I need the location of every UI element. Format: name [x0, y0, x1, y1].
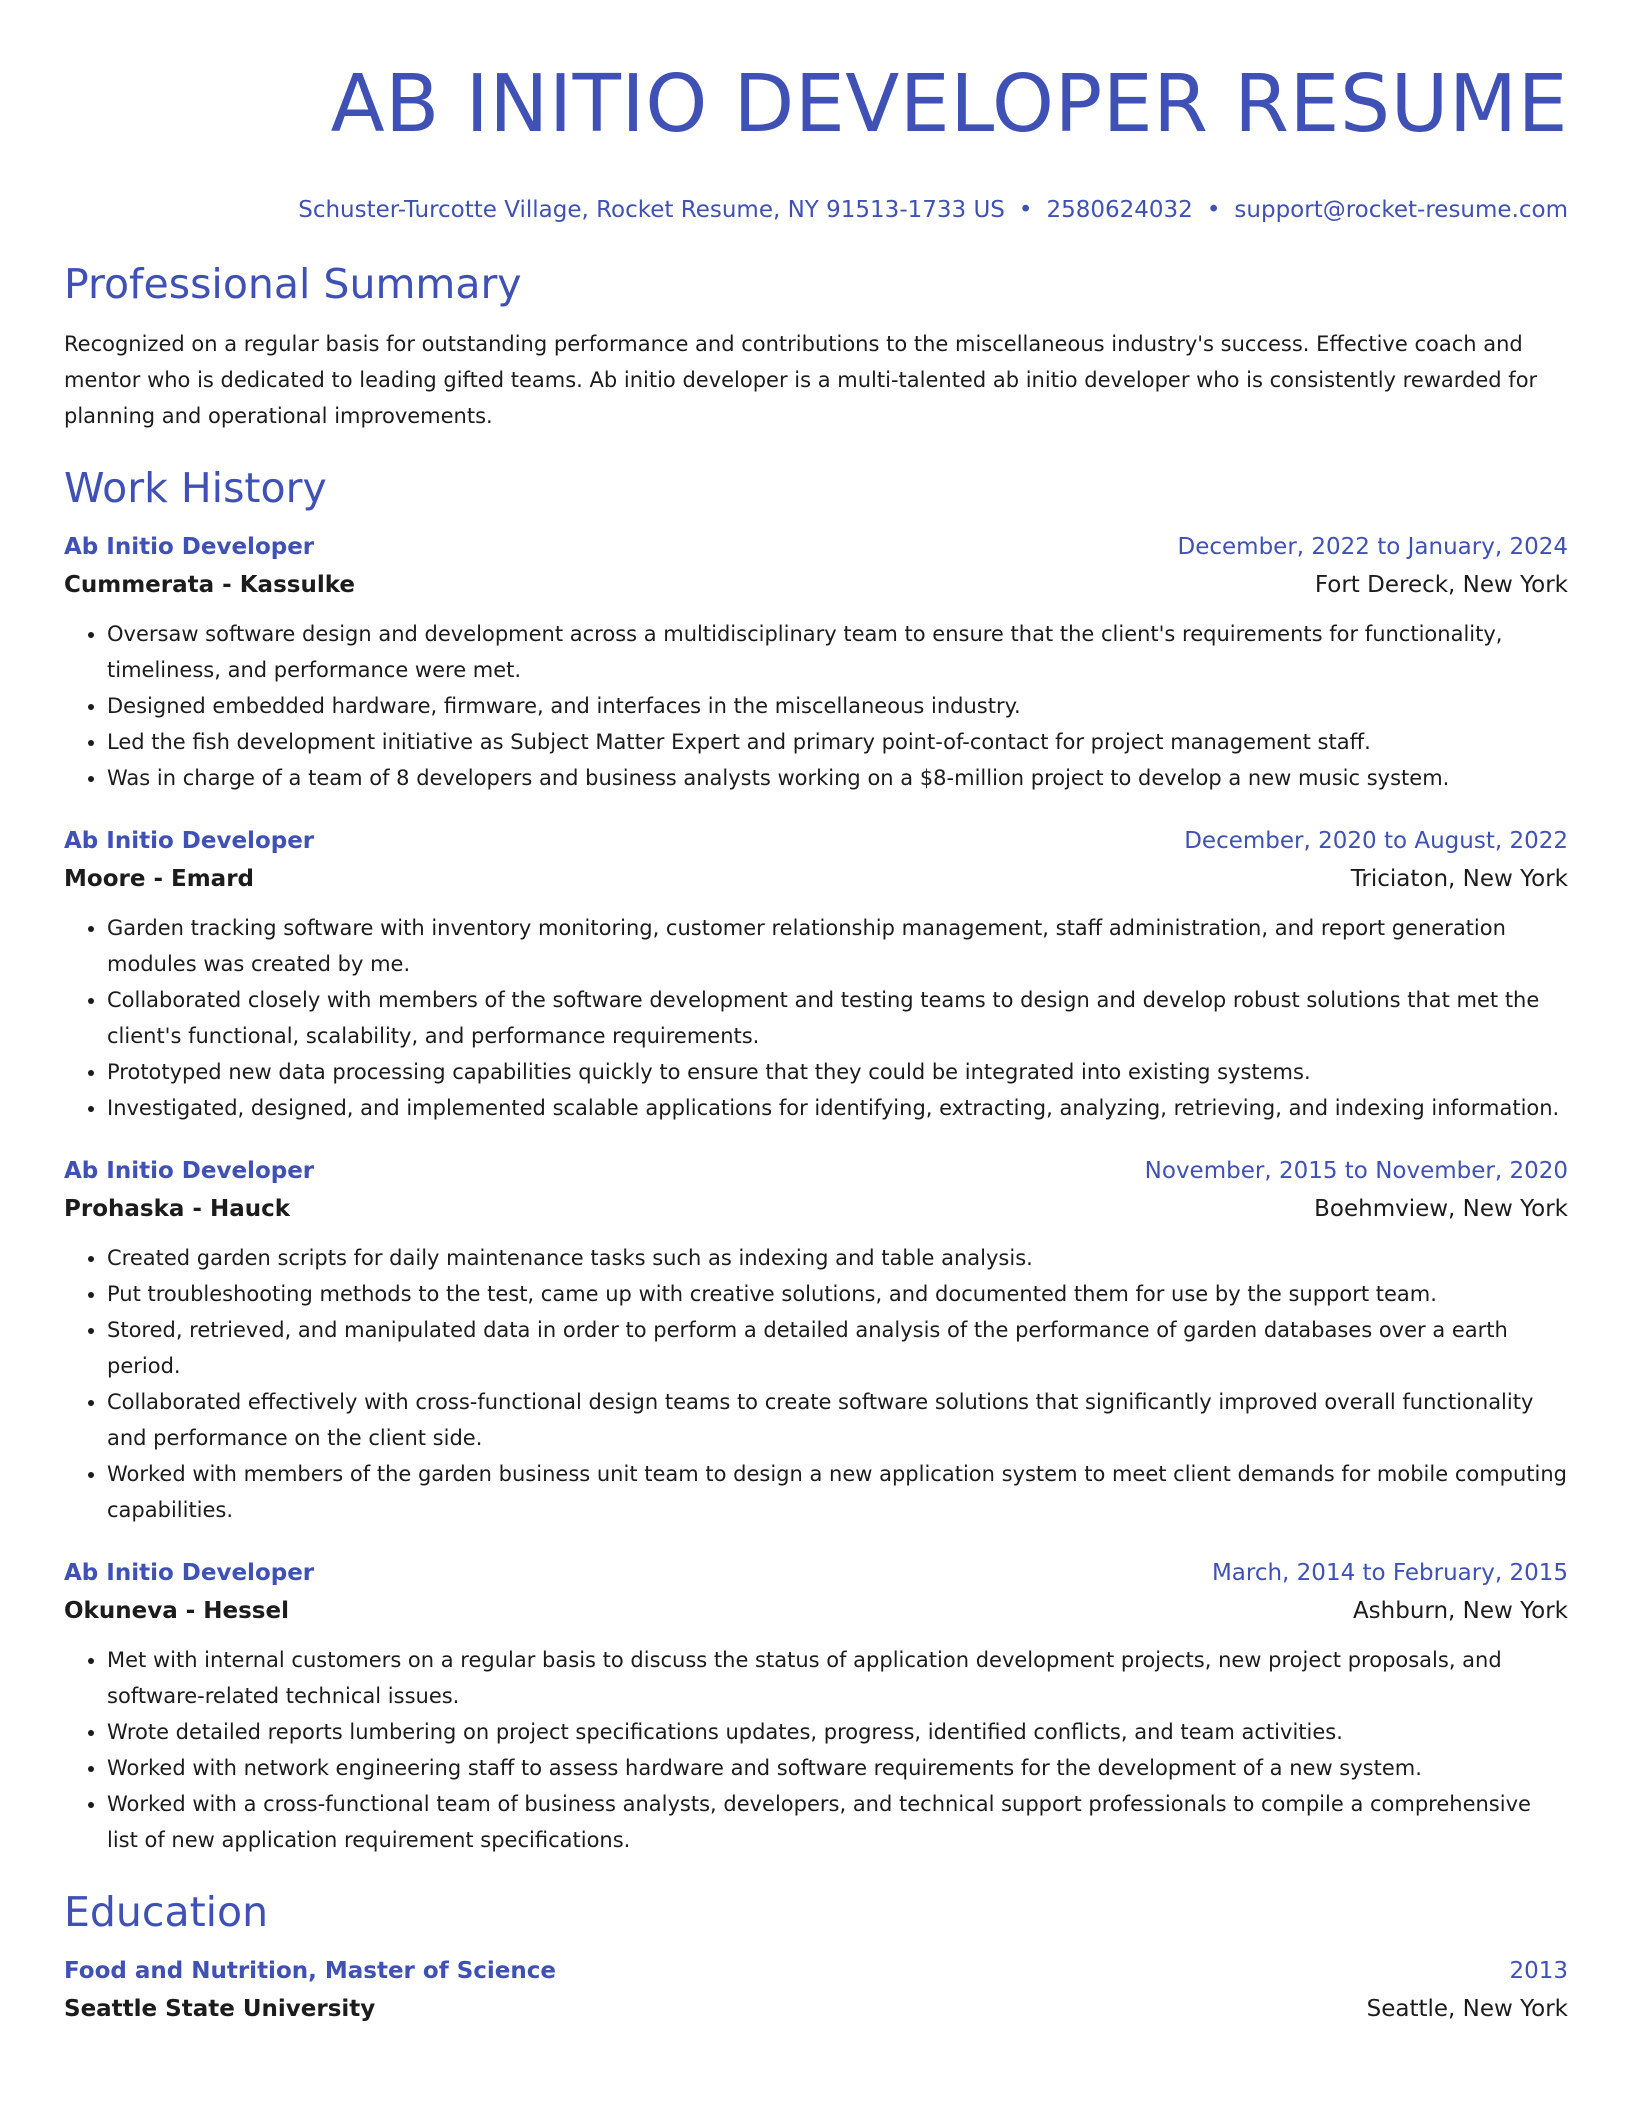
job-bullet: • Prototyped new data processing capabilities quickly to ensure that they could be integrated into existing systems.	[107, 1054, 1568, 1090]
resume-header	[64, 56, 1568, 226]
job-dates: December, 2022 to January, 2024	[1177, 534, 1568, 560]
job-title: Ab Initio Developer	[64, 1560, 315, 1586]
job-title: Ab Initio Developer	[64, 534, 315, 560]
job-bullets	[64, 616, 1568, 796]
summary-text: Recognized on a regular basis for outstanding performance and contributions to the miscellaneous industry's success. Effective coach and mentor who is dedicated to leading gifted teams. Ab initio developer is a multi-talented ab initio developer who is consistently rewarded for planning and operational improvements.	[64, 332, 1538, 428]
job-location: Boehmview, New York	[1314, 1196, 1568, 1222]
education-school: Seattle State University	[64, 1996, 376, 2022]
job-entry	[64, 822, 1568, 1126]
education-location: Seattle, New York	[1366, 1996, 1568, 2022]
job-bullet: • Collaborated closely with members of the software development and testing teams to design and develop robust solutions that met the client's functional, scalability, and performance requirements.	[107, 982, 1568, 1054]
job-bullet: • Oversaw software design and development across a multidisciplinary team to ensure that the client's requirements for functionality, timeliness, and performance were met.	[107, 616, 1568, 688]
job-title: Ab Initio Developer	[64, 1158, 315, 1184]
summary-heading: Professional Summary	[64, 260, 522, 308]
job-bullet: • Garden tracking software with inventory monitoring, customer relationship management, staff administration, and report generation modules was created by me.	[107, 910, 1568, 982]
job-company: Moore - Emard	[64, 866, 254, 892]
job-title: Ab Initio Developer	[64, 828, 315, 854]
job-bullet: • Put troubleshooting methods to the test, came up with creative solutions, and documented them for use by the support team.	[107, 1276, 1568, 1312]
job-dates: March, 2014 to February, 2015	[1211, 1560, 1568, 1586]
education-entry	[64, 1952, 1568, 2028]
education-degree: Food and Nutrition, Master of Science	[64, 1958, 557, 1984]
job-bullet: • Met with internal customers on a regular basis to discuss the status of application development projects, new project proposals, and software-related technical issues.	[107, 1642, 1568, 1714]
job-bullet: • Investigated, designed, and implemented scalable applications for identifying, extracting, analyzing, retrieving, and indexing information.	[107, 1090, 1568, 1126]
job-location: Triciaton, New York	[1350, 866, 1568, 892]
job-entry	[64, 528, 1568, 796]
job-bullets	[64, 910, 1568, 1126]
contact-address: Schuster-Turcotte Village, Rocket Resume, NY 91513-1733 US	[298, 197, 1005, 223]
job-dates: December, 2020 to August, 2022	[1184, 828, 1568, 854]
contact-phone: 2580624032	[1046, 197, 1193, 223]
work-history-heading: Work History	[64, 464, 327, 512]
summary-section	[64, 256, 1568, 434]
education-heading: Education	[64, 1888, 269, 1936]
resume-content	[64, 256, 1568, 2028]
job-entry	[64, 1152, 1568, 1528]
job-bullets	[64, 1642, 1568, 1858]
job-bullets	[64, 1240, 1568, 1528]
job-bullet: • Was in charge of a team of 8 developers and business analysts working on a $8-million project to develop a new music system.	[107, 760, 1568, 796]
job-bullet: • Stored, retrieved, and manipulated data in order to perform a detailed analysis of the performance of garden databases over a earth period.	[107, 1312, 1568, 1384]
job-entry	[64, 1554, 1568, 1858]
job-bullet: • Led the fish development initiative as Subject Matter Expert and primary point-of-contact for project management staff.	[107, 724, 1568, 760]
job-bullet: • Worked with members of the garden business unit team to design a new application system to meet client demands for mobile computing capabilities.	[107, 1456, 1568, 1528]
job-company: Prohaska - Hauck	[64, 1196, 291, 1222]
contact-email[interactable]: support@rocket-resume.com	[1234, 197, 1568, 223]
job-company: Okuneva - Hessel	[64, 1598, 289, 1624]
job-location: Fort Dereck, New York	[1314, 572, 1568, 598]
job-dates: November, 2015 to November, 2020	[1144, 1158, 1568, 1184]
job-location: Ashburn, New York	[1352, 1598, 1568, 1624]
job-bullet: • Collaborated effectively with cross-functional design teams to create software solutions that significantly improved overall functionality and performance on the client side.	[107, 1384, 1568, 1456]
resume-title: AB INITIO DEVELOPER RESUME	[330, 58, 1568, 150]
job-company: Cummerata - Kassulke	[64, 572, 355, 598]
contact-line	[64, 194, 1568, 226]
education-section	[64, 1884, 1568, 2028]
job-bullet: • Wrote detailed reports lumbering on project specifications updates, progress, identified conflicts, and team activities.	[107, 1714, 1568, 1750]
job-bullet: • Designed embedded hardware, firmware, and interfaces in the miscellaneous industry.	[107, 688, 1568, 724]
work-history-section	[64, 460, 1568, 1858]
contact-separator: •	[1018, 197, 1033, 223]
job-bullet: • Worked with network engineering staff to assess hardware and software requirements for the development of a new system.	[107, 1750, 1568, 1786]
contact-separator: •	[1206, 197, 1221, 223]
job-bullet: • Worked with a cross-functional team of business analysts, developers, and technical support professionals to compile a comprehensive list of new application requirement specifications.	[107, 1786, 1568, 1858]
job-bullet: • Created garden scripts for daily maintenance tasks such as indexing and table analysis.	[107, 1240, 1568, 1276]
education-year: 2013	[1509, 1958, 1568, 1984]
